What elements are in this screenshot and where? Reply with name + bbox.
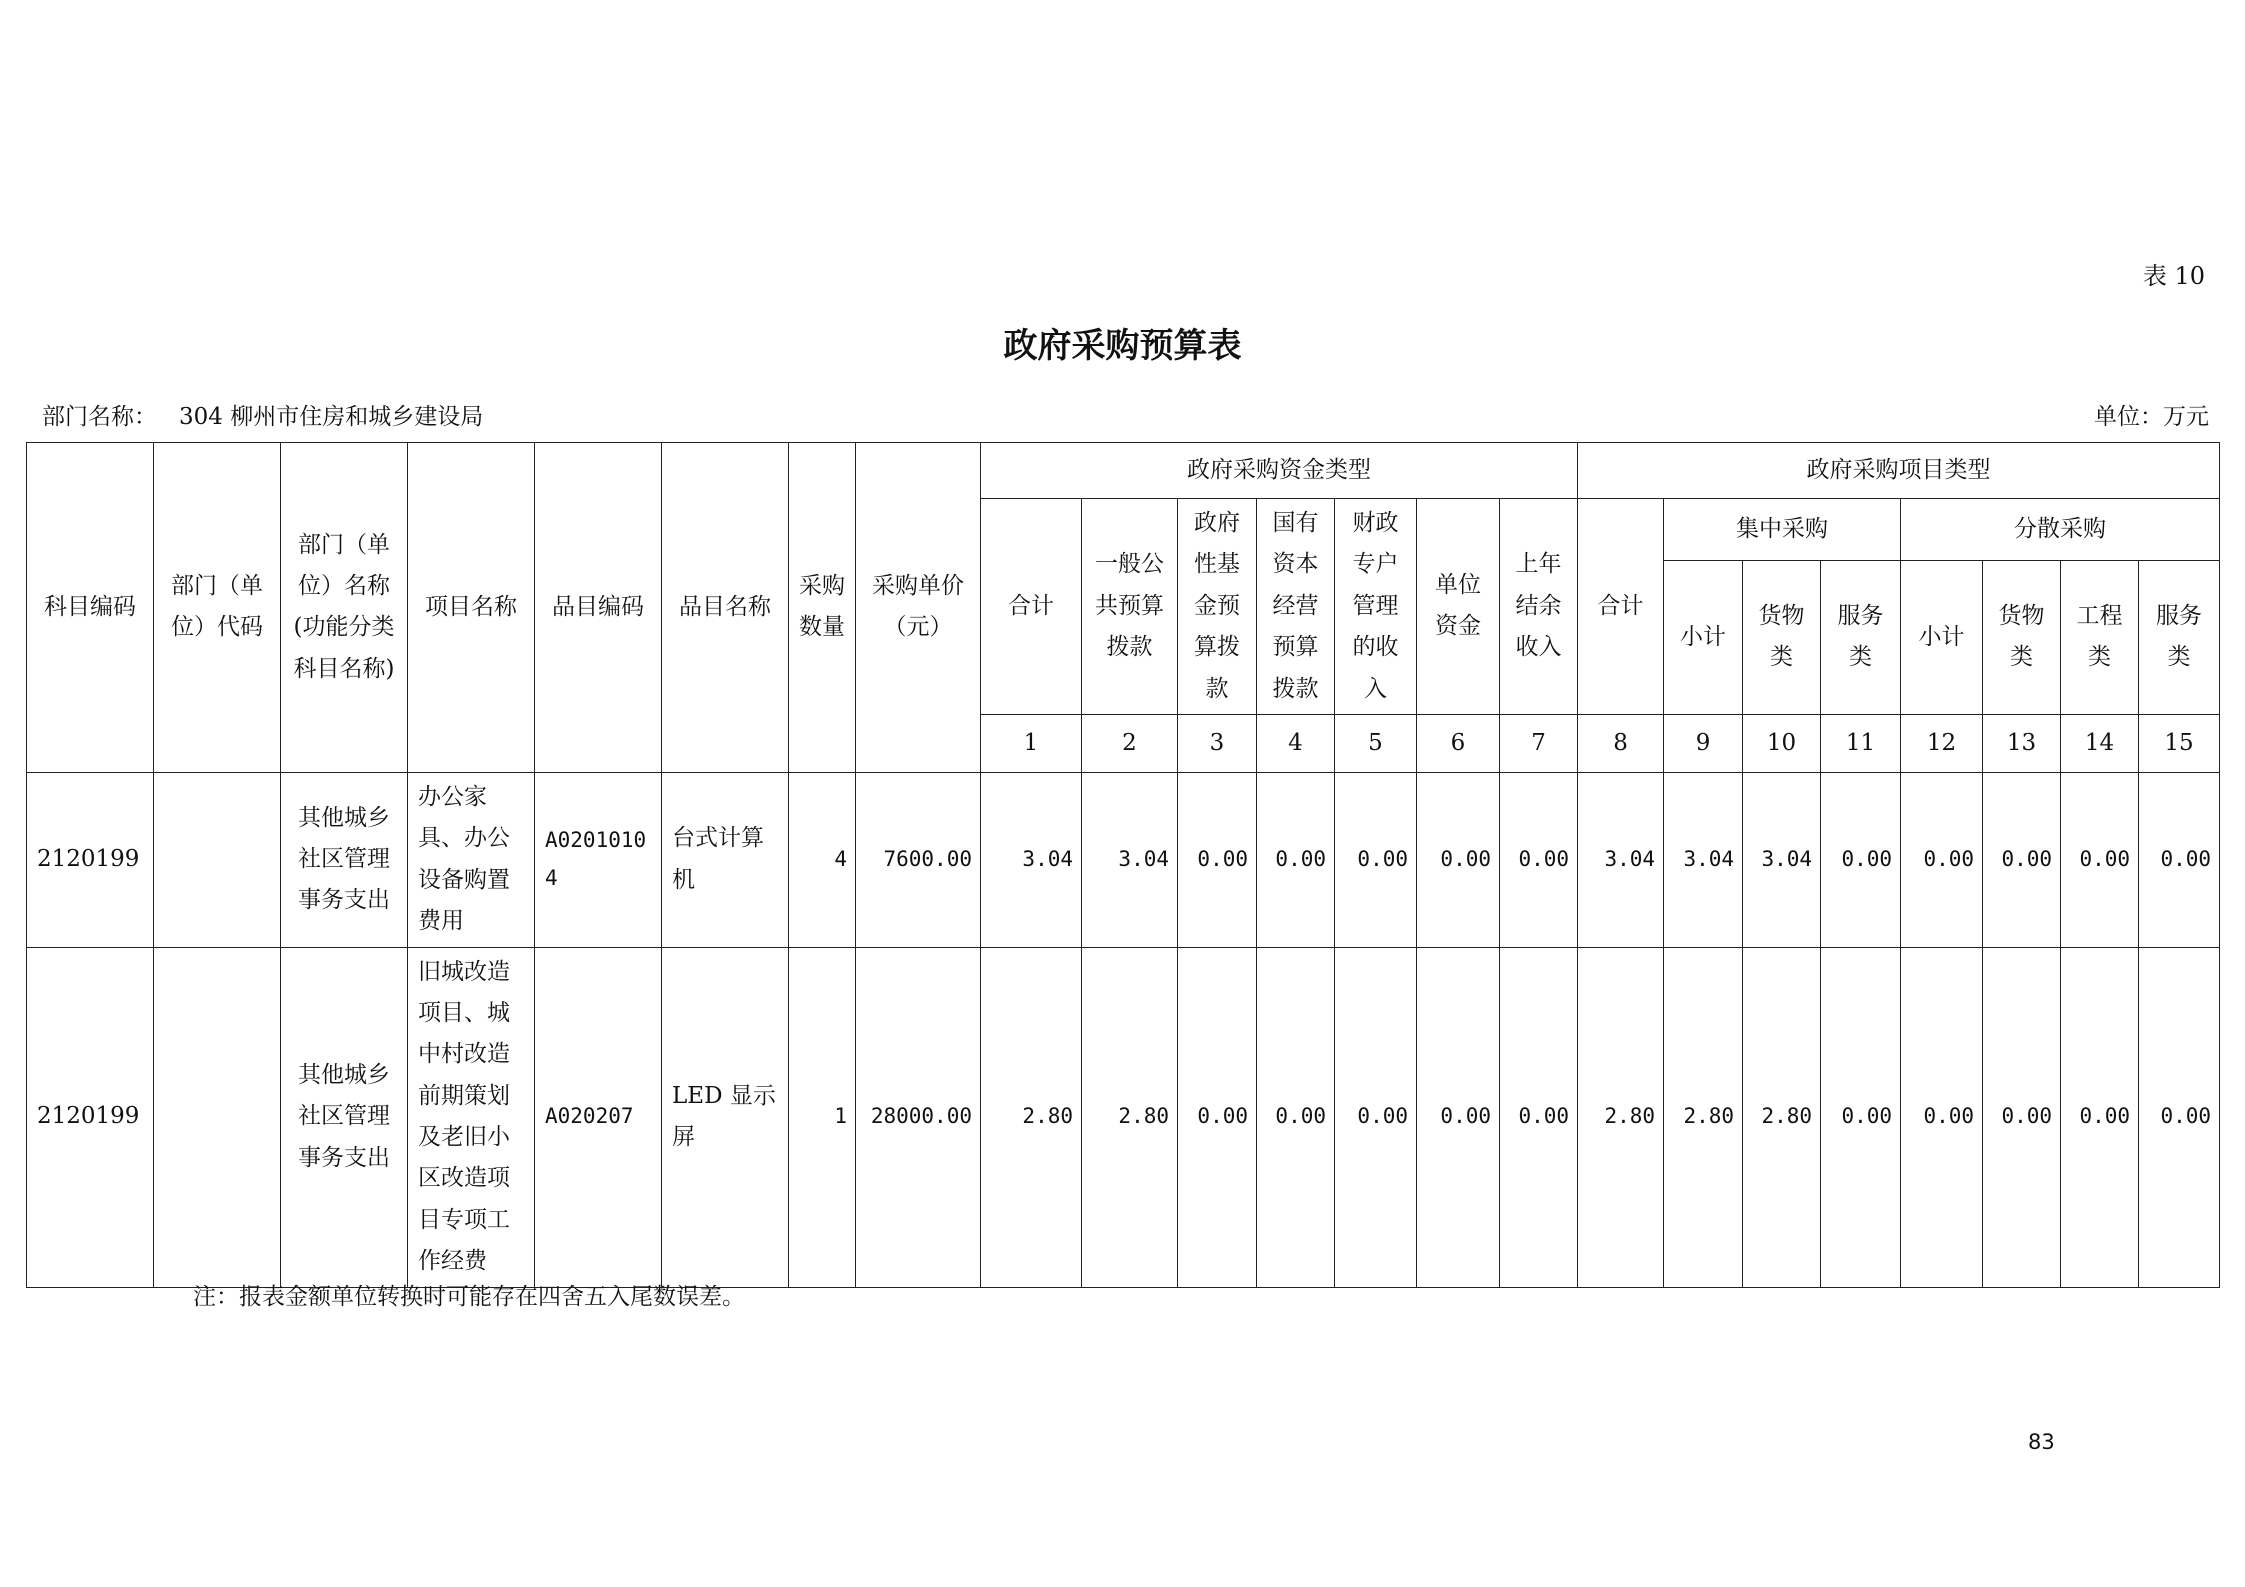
cell-dept-func: 其他城乡社区管理事务支出 [281,947,408,1287]
cell-subject-code: 2120199 [27,772,154,947]
column-number: 6 [1417,714,1500,772]
header-dept-code: 部门（单位）代码 [154,443,281,773]
cell-value: 0.00 [1901,772,1983,947]
cell-value: 0.00 [1335,947,1417,1287]
cell-value: 0.00 [1178,947,1257,1287]
cell-value: 2.80 [1082,947,1178,1287]
column-number: 8 [1578,714,1664,772]
table-number: 表 10 [2142,262,2205,290]
column-number: 15 [2139,714,2220,772]
column-number: 7 [1500,714,1578,772]
cell-value: 0.00 [1417,947,1500,1287]
header-dispersed-col: 小计 [1901,560,1983,714]
header-project-type-group: 政府采购项目类型 [1578,443,2220,499]
cell-value: 0.00 [1983,772,2061,947]
cell-quantity: 4 [789,772,856,947]
column-number: 9 [1664,714,1743,772]
header-dispersed-col: 服务类 [2139,560,2220,714]
cell-value: 0.00 [1901,947,1983,1287]
table-row [27,772,2220,947]
cell-value: 3.04 [1664,772,1743,947]
cell-value: 0.00 [1500,947,1578,1287]
cell-value: 0.00 [1335,772,1417,947]
cell-quantity: 1 [789,947,856,1287]
column-number: 5 [1335,714,1417,772]
header-central-procurement: 集中采购 [1664,499,1901,561]
header-project: 项目名称 [408,443,535,773]
cell-dept-code [154,772,281,947]
column-number: 2 [1082,714,1178,772]
cell-value: 0.00 [1257,772,1335,947]
column-number: 1 [981,714,1082,772]
cell-value: 3.04 [1578,772,1664,947]
column-number: 3 [1178,714,1257,772]
cell-dept-func: 其他城乡社区管理事务支出 [281,772,408,947]
header-fund-col: 上年结余收入 [1500,499,1578,715]
cell-value: 0.00 [2061,772,2139,947]
header-fund-col: 国有资本经营预算拨款 [1257,499,1335,715]
department-label: 部门名称： [42,404,157,430]
header-project-total: 合计 [1578,499,1664,715]
page-title: 政府采购预算表 [1003,326,1242,366]
cell-value: 0.00 [1983,947,2061,1287]
header-item-name: 品目名称 [662,443,789,773]
table-row [27,947,2220,1287]
cell-subject-code: 2120199 [27,947,154,1287]
cell-value: 0.00 [1257,947,1335,1287]
cell-dept-code [154,947,281,1287]
unit-label: 单位：万元 [2094,404,2209,430]
cell-value: 0.00 [1417,772,1500,947]
cell-value: 2.80 [981,947,1082,1287]
header-dispersed-col: 工程类 [2061,560,2139,714]
header-dispersed-procurement: 分散采购 [1901,499,2220,561]
cell-item-name: LED 显示屏 [662,947,789,1287]
cell-value: 3.04 [981,772,1082,947]
cell-unit-price: 7600.00 [856,772,981,947]
header-quantity: 采购数量 [789,443,856,773]
header-dept-func: 部门（单位）名称(功能分类科目名称) [281,443,408,773]
header-subject-code: 科目编码 [27,443,154,773]
cell-item-code: A020207 [535,947,662,1287]
column-number: 10 [1743,714,1821,772]
cell-value: 2.80 [1664,947,1743,1287]
cell-value: 0.00 [2139,947,2220,1287]
cell-value: 0.00 [1500,772,1578,947]
header-central-col: 服务类 [1821,560,1901,714]
cell-value: 3.04 [1082,772,1178,947]
header-dispersed-col: 货物类 [1983,560,2061,714]
footnote: 注：报表金额单位转换时可能存在四舍五入尾数误差。 [193,1284,745,1310]
header-fund-col: 一般公共预算拨款 [1082,499,1178,715]
cell-project: 办公家具、办公设备购置费用 [408,772,535,947]
cell-project: 旧城改造项目、城中村改造前期策划及老旧小区改造项目专项工作经费 [408,947,535,1287]
header-unit-price: 采购单价（元） [856,443,981,773]
header-fund-col: 合计 [981,499,1082,715]
cell-value: 3.04 [1743,772,1821,947]
header-fund-col: 单位资金 [1417,499,1500,715]
department-name: 304 柳州市住房和城乡建设局 [179,404,484,430]
cell-value: 2.80 [1578,947,1664,1287]
header-fund-col: 财政专户管理的收入 [1335,499,1417,715]
cell-value: 0.00 [1821,947,1901,1287]
cell-value: 0.00 [2061,947,2139,1287]
header-central-col: 货物类 [1743,560,1821,714]
header-central-col: 小计 [1664,560,1743,714]
cell-value: 0.00 [1821,772,1901,947]
column-number: 13 [1983,714,2061,772]
column-number: 12 [1901,714,1983,772]
header-item-code: 品目编码 [535,443,662,773]
cell-item-code: A02010104 [535,772,662,947]
cell-value: 2.80 [1743,947,1821,1287]
column-number: 14 [2061,714,2139,772]
procurement-budget-table [26,442,2220,1288]
department-line [42,398,483,431]
header-fund-col: 政府性基金预算拨款 [1178,499,1257,715]
cell-value: 0.00 [2139,772,2220,947]
cell-item-name: 台式计算机 [662,772,789,947]
header-fund-type-group: 政府采购资金类型 [981,443,1578,499]
column-number: 4 [1257,714,1335,772]
column-number: 11 [1821,714,1901,772]
cell-unit-price: 28000.00 [856,947,981,1287]
page-number: 83 [2028,1430,2055,1454]
cell-value: 0.00 [1178,772,1257,947]
